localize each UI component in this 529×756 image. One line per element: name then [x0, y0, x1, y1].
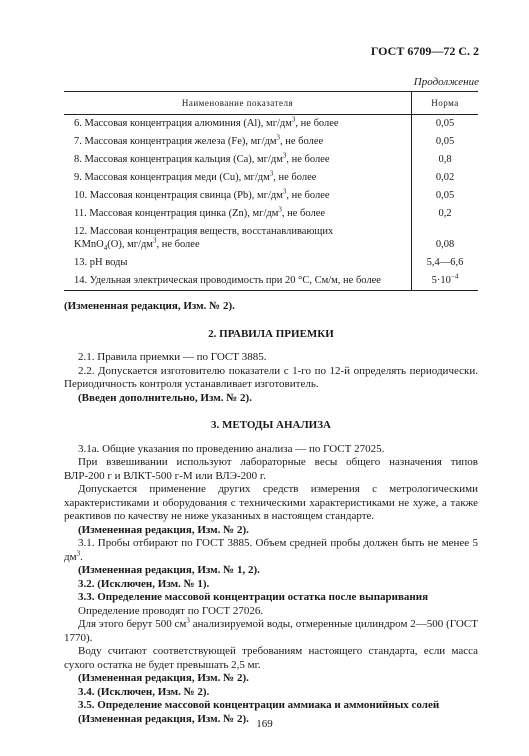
amendment-note: (Введен дополнительно, Изм. № 2). [78, 391, 252, 404]
row-number: 8. [74, 154, 85, 165]
row-name: Удельная электрическая проводимость при 20 °С, См/м, не более [89, 275, 381, 286]
row-norm: 0,8 [412, 151, 479, 169]
row-norm: 5,4—6,6 [412, 254, 479, 272]
row-name: Массовая концентрация свинца (Pb), мг/дм [89, 190, 283, 201]
row-norm: 0,05 [412, 187, 479, 205]
section-title: 2. ПРАВИЛА ПРИЕМКИ [208, 327, 334, 340]
table-row: 7. Массовая концентрация железа (Fe), $мг/дм^3$, не более 0,05 [64, 133, 478, 151]
row-number: 6. [74, 118, 85, 129]
page-number: 169 [256, 718, 273, 730]
table-row [64, 254, 478, 272]
table-row [64, 223, 478, 254]
row-number: 11. [74, 208, 90, 219]
row-name-formula: KMnO$_4$(O), $мг/дм^3$, не более [74, 236, 200, 253]
row-norm: $5\cdot 10^{-4}$ [412, 272, 479, 291]
paragraph: 3.1. Пробы отбирают по ГОСТ 3885. Объем средней пробы должен быть не менее 5 $дм^3$. [64, 537, 478, 563]
paragraph: Для этого берут 500 $см^3$ анализируемой воды, отмеренные цилиндром 2—500 (ГОСТ 1770). [64, 616, 478, 644]
table-row: 10. Массовая концентрация свинца (Pb), $мг/дм^3$, не более 0,05 [64, 187, 478, 205]
table-row: 6. Массовая концентрация алюминия (Al), $мг/дм^3$, не более 0,05 [64, 115, 478, 134]
row-number: 13. [74, 257, 88, 268]
table-row: 11. Массовая концентрация цинка (Zn), $мг/дм^3$, не более 0,2 [64, 205, 478, 223]
row-name: Массовая концентрация кальция (Ca), мг/дм [84, 154, 283, 165]
paragraph: Допускается применение других средств измерения с метрологическими характеристиками и оборудования с техническими характеристиками не хуже, а также реактивов по качеству не ниже указанных в настоящем стандарте. [64, 483, 478, 522]
column-header-norm: Норма [412, 92, 479, 115]
row-norm: 0,05 [412, 115, 479, 134]
document-code: ГОСТ 6709—72 С. 2 [370, 44, 479, 58]
table-row: 9. Массовая концентрация меди (Cu), $мг/дм^3$, не более 0,02 [64, 169, 478, 187]
paragraph: Воду считают соответствующей требованиям настоящего стандарта, если масса сухого остатка не будет превышать 2,5 мг. [64, 645, 478, 671]
row-name: Массовая концентрация алюминия (Al), мг/дм [84, 118, 292, 129]
row-name: Массовая концентрация меди (Cu), мг/дм [84, 172, 270, 183]
amendment-note: (Измененная редакция, Изм. № 2). [78, 523, 249, 536]
row-number: 9. [74, 172, 85, 183]
subsection-title: 3.3. Определение массовой концентрации остатка после выпаривания [78, 591, 429, 603]
table-row: 8. Массовая концентрация кальция (Ca), $мг/дм^3$, не более 0,8 [64, 151, 478, 169]
paragraph: Определение проводят по ГОСТ 27026. [78, 604, 264, 617]
paragraph: 2.1. Правила приемки — по ГОСТ 3885. [78, 351, 267, 363]
subsection-title: 3.5. Определение массовой концентрации аммиака и аммонийных солей [78, 699, 440, 711]
continuation-label: Продолжение [413, 76, 479, 88]
paragraph: При взвешивании используют лабораторные весы общего назначения типов ВЛР-200 г и ВЛКТ-500 г-М или ВЛЭ-200 г. [64, 456, 478, 482]
amendment-note: (Измененная редакция, Изм. № 2). [78, 712, 249, 725]
row-name: Массовая концентрация цинка (Zn), мг/дм [89, 208, 279, 219]
amendment-note: (Измененная редакция, Изм. № 2). [78, 672, 249, 684]
column-header-name: Наименование показателя [64, 92, 412, 115]
section-title: 3. МЕТОДЫ АНАЛИЗА [211, 419, 331, 431]
table-row [64, 272, 478, 291]
paragraph: 3.1а. Общие указания по проведению анализа — по ГОСТ 27025. [78, 442, 385, 455]
specification-table [64, 91, 478, 291]
amendment-note: (Измененная редакция, Изм. № 2). [64, 300, 235, 312]
document-body [64, 300, 478, 726]
row-number: 10. [74, 190, 90, 201]
row-number: 7. [74, 136, 85, 147]
row-name: pH воды [89, 257, 128, 268]
row-norm: 0,2 [412, 205, 479, 223]
paragraph: 3.2. (Исключен, Изм. № 1). [78, 577, 210, 590]
row-number: 14. [74, 275, 88, 286]
row-norm: 0,05 [412, 133, 479, 151]
row-norm: 0,02 [412, 169, 479, 187]
row-name: Массовая концентрация веществ, восстанавливающих [89, 226, 334, 237]
row-norm: 0,08 [412, 223, 479, 254]
amendment-note: (Измененная редакция, Изм. № 1, 2). [78, 564, 260, 576]
paragraph: 2.2. Допускается изготовителю показатели с 1-го по 12-й определять периодически. Периодичность контроля устанавливает изготовитель. [64, 364, 478, 390]
row-name: Массовая концентрация железа (Fe), мг/дм [84, 136, 277, 147]
paragraph: 3.4. (Исключен, Изм. № 2). [78, 685, 210, 698]
row-number: 12. [74, 226, 88, 237]
